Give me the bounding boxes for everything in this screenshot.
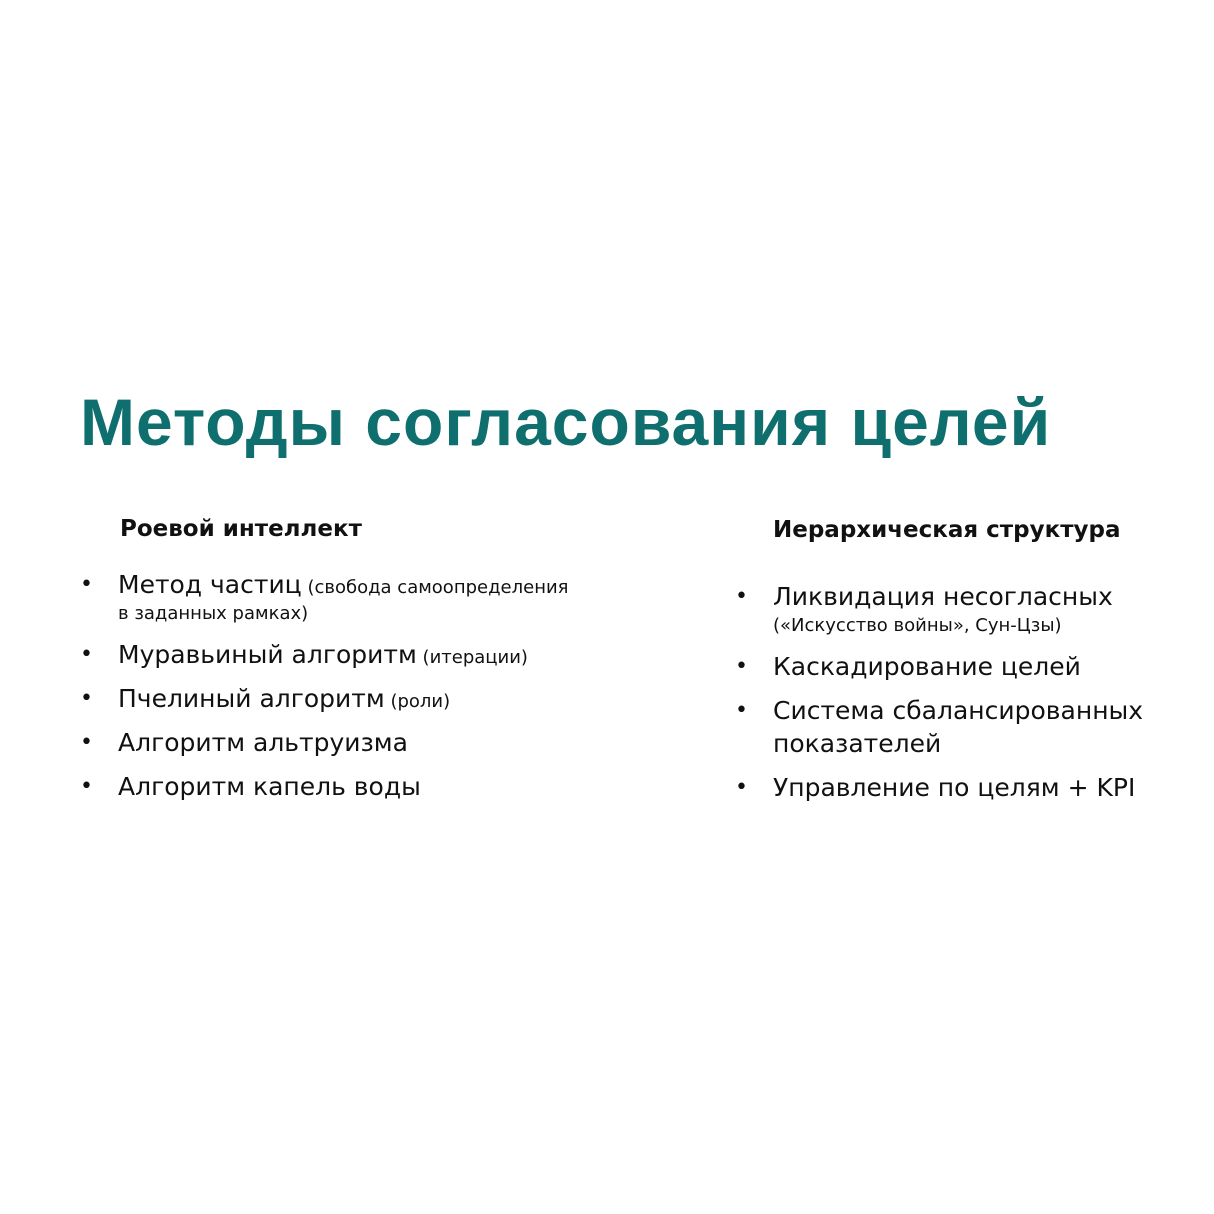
item-text: Система сбалансированных показателей	[773, 696, 1144, 758]
list-item	[80, 770, 620, 803]
item-note-line2: («Искусство войны», Сун-Цзы)	[773, 615, 1062, 636]
list-item	[735, 650, 1205, 683]
bullet-icon: •	[80, 642, 93, 667]
list-item	[735, 771, 1205, 804]
bullet-icon: •	[80, 774, 93, 799]
item-text: Пчелиный алгоритм	[118, 684, 385, 713]
list-item	[80, 726, 620, 759]
item-note: (свобода самоопределения	[301, 577, 569, 598]
bullet-icon: •	[80, 730, 93, 755]
bullet-icon: •	[735, 584, 748, 609]
item-text: Муравьиный алгоритм	[118, 640, 417, 669]
item-note: (итерации)	[416, 647, 528, 668]
bullet-icon: •	[80, 686, 93, 711]
right-column-list	[735, 580, 1205, 815]
item-note-line2: в заданных рамках)	[118, 603, 309, 624]
item-text: Метод частиц	[118, 570, 302, 599]
item-note: (роли)	[384, 691, 451, 712]
list-item	[735, 580, 1205, 639]
item-text: Ликвидация несогласных	[773, 582, 1113, 611]
bullet-icon: •	[80, 572, 93, 597]
bullet-icon: •	[735, 775, 748, 800]
list-item	[80, 638, 620, 671]
right-column-heading: Иерархическая структура	[773, 517, 1121, 543]
list-item	[80, 568, 620, 627]
slide-title: Методы согласования целей	[80, 385, 1052, 459]
item-text: Алгоритм альтруизма	[118, 728, 408, 757]
left-column-heading: Роевой интеллект	[120, 516, 362, 542]
item-text: Каскадирование целей	[773, 652, 1081, 681]
bullet-icon: •	[735, 654, 748, 679]
item-text: Алгоритм капель воды	[118, 772, 421, 801]
bullet-icon: •	[735, 698, 748, 723]
list-item	[735, 694, 1205, 760]
item-text: Управление по целям + KPI	[773, 773, 1136, 802]
list-item	[80, 682, 620, 715]
left-column-list	[80, 568, 620, 814]
